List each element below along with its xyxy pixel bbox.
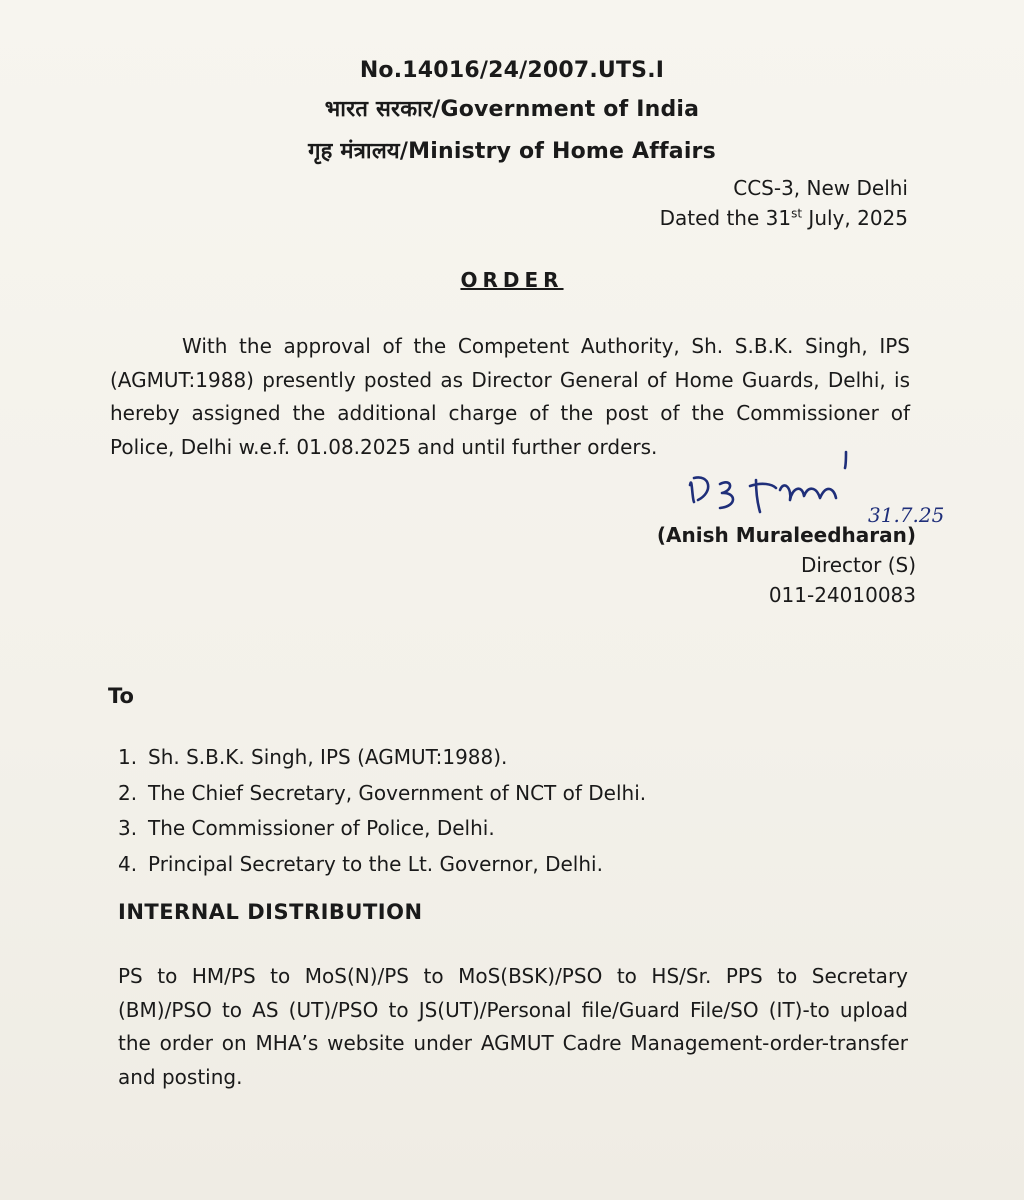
date-line: [660, 206, 908, 230]
handwritten-date: 31.7.25: [868, 503, 945, 527]
list-item: [118, 776, 646, 812]
list-item-text: The Chief Secretary, Government of NCT of Delhi.: [148, 780, 647, 805]
internal-distribution-text: PS to HM/PS to MoS(N)/PS to MoS(BSK)/PSO to HS/Sr. PPS to Secretary (BM)/PSO to AS (UT)/PSO to JS(UT)/Personal file/Guard File/SO (IT)-to upload the order on MHA’s website under AGMUT Cadre Management-order-transfer and posting.: [118, 964, 908, 1089]
place-line: CCS-3, New Delhi: [733, 176, 908, 200]
signatory-phone: 011-24010083: [768, 583, 916, 607]
file-number: No.14016/24/2007.UTS.I: [359, 58, 665, 83]
list-item-text: Principal Secretary to the Lt. Governor, Delhi.: [148, 851, 603, 876]
signatory-designation: Director (S): [801, 553, 916, 577]
government-line: भारत सरकार/Government of India: [324, 97, 700, 122]
signatory-block: [657, 520, 916, 610]
to-label: To: [108, 684, 134, 708]
list-item: [118, 847, 646, 883]
list-item-text: The Commissioner of Police, Delhi.: [148, 816, 495, 840]
signatory-name: (Anish Muraleedharan): [656, 523, 916, 547]
list-item-number: 1.: [118, 745, 138, 769]
list-item: [118, 811, 646, 847]
ministry-line: गृह मंत्रालय/Ministry of Home Affairs: [308, 139, 716, 164]
list-item-number: 3.: [118, 816, 138, 840]
date-superscript: st: [791, 206, 803, 221]
list-item-number: 4.: [118, 851, 138, 876]
recipient-list: [118, 740, 646, 882]
internal-distribution-title: INTERNAL DISTRIBUTION: [118, 900, 423, 924]
list-item-number: 2.: [118, 780, 138, 805]
list-item-text: Sh. S.B.K. Singh, IPS (AGMUT:1988).: [148, 745, 508, 769]
order-body: With the approval of the Competent Authority, Sh. S.B.K. Singh, IPS (AGMUT:1988) presently posted as Director General of Home Guards, Delhi, is hereby assigned the additional charge of the post of the Commissioner of Police, Delhi w.e.f. 01.08.2025 and until further orders.: [110, 334, 910, 459]
list-item: [118, 740, 646, 776]
date-prefix: Dated the 31: [659, 206, 792, 230]
order-title: ORDER: [460, 268, 564, 292]
date-suffix: July, 2025: [802, 206, 908, 230]
